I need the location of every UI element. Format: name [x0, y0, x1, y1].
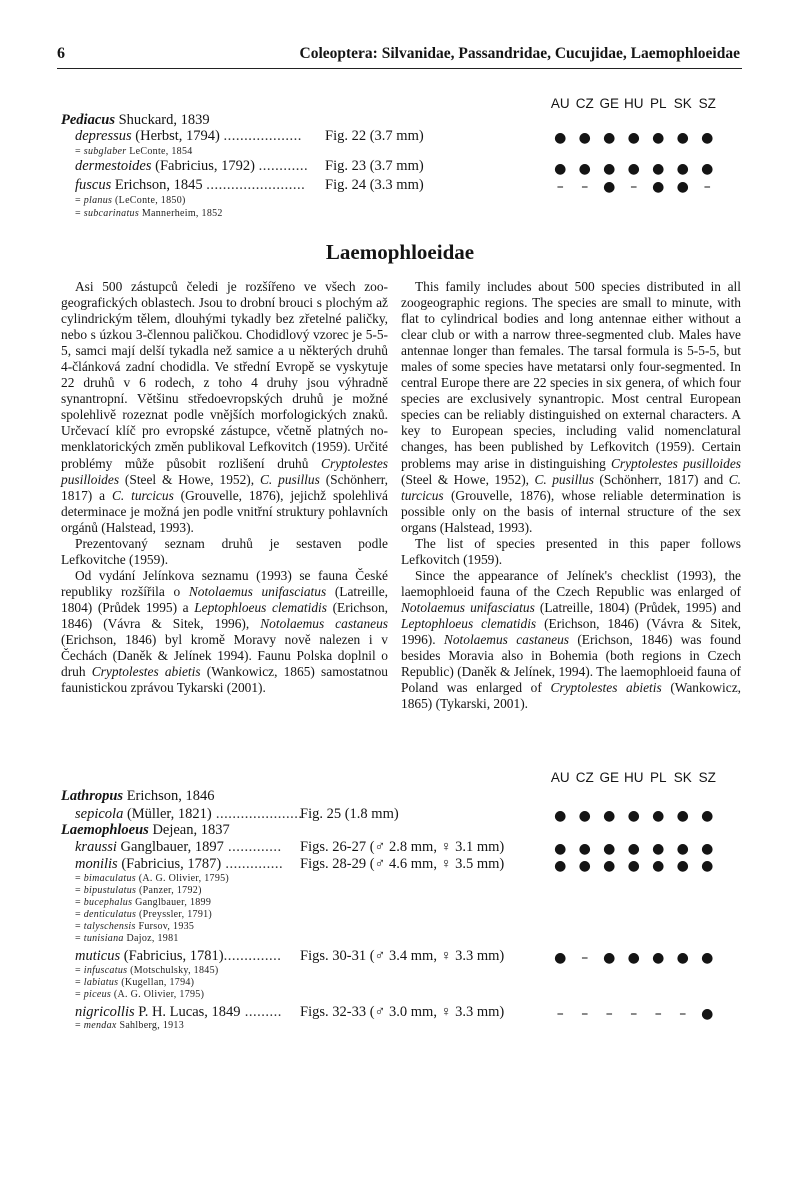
dist-cz: ●: [578, 858, 591, 874]
dist-ge: ●: [603, 161, 616, 177]
dist-pl: ●: [652, 808, 665, 824]
country-pl: PL: [649, 96, 667, 111]
dist-hu: ●: [627, 858, 640, 874]
dist-pl: ●: [652, 950, 665, 966]
distribution-row: [548, 161, 720, 177]
country-au: AU: [550, 770, 570, 785]
syn-name: labiatus: [83, 977, 119, 988]
figure-ref: Figs. 26-27 (♂ 2.8 mm, ♀ 3.1 mm): [300, 839, 505, 855]
dist-sk: ●: [676, 161, 689, 177]
dist-hu: ●: [627, 950, 640, 966]
leader-dots: .........: [240, 1004, 282, 1020]
dist-sz: ●: [701, 858, 714, 874]
synonym: = infuscatus (Motschulsky, 1845): [75, 965, 219, 976]
synonym: [75, 146, 193, 157]
english-column: [401, 279, 741, 712]
syn-name: subglaber: [83, 146, 127, 157]
country-pl: PL: [649, 770, 667, 785]
figure-ref: Fig. 25 (1.8 mm): [300, 806, 399, 822]
syn-name: bipustulatus: [83, 885, 137, 896]
country-ge: GE: [599, 96, 619, 111]
dist-hu: ●: [627, 130, 640, 146]
synonym: = mendax Sahlberg, 1913: [75, 1020, 185, 1031]
synonym: = denticulatus (Preyssler, 1791): [75, 909, 213, 920]
species-author: (Fabricius, 1787): [117, 856, 222, 872]
dist-hu: ●: [627, 808, 640, 824]
dist-cz: –: [581, 179, 589, 195]
synonym: = bucephalus Ganglbauer, 1899: [75, 897, 212, 908]
dist-cz: –: [581, 1006, 589, 1022]
english-paragraph-2: The list of species presented in this paper follows Lefkovitch (1959).: [401, 535, 741, 567]
czech-paragraph-3: Od vydání Jelínkova seznamu (1993) se fauna České republiky rozšířila o Notolaemus unifasciatus (Latreille, 1804) (Průdek 1995) a Leptophloeus clematidis (Erichson, 1846) (Vávra & Sitek, 1996), Notolaemus castaneus (Erichson, 1846) byl kromě Moravy nově nalezen i v Čechách (Daněk & Jelínek 1994). Faunu Polska doplnil o druh Cryptolestes abietis (Wankowicz, 1865) samostatnou faunistickou zprávou Tykarski (2001).: [61, 567, 388, 696]
genus-name: Laemophloeus: [61, 822, 149, 838]
dist-pl: ●: [652, 179, 665, 195]
syn-author: (Panzer, 1792): [136, 885, 202, 896]
country-cz: CZ: [575, 96, 594, 111]
english-paragraph-3: Since the appearance of Jelínek's checklist (1993), the laemophloeid fauna of the Czech Republic was enlarged of Notolaemus unifasciatus (Latreille, 1804) (Průdek, 1995) and Leptophloeus clematidis (Erichson, 1846) (Vávra & Sitek, 1996). Notolaemus castaneus (Erichson, 1846) was found besides Moravia also in Bohemia (both regions in Czech Republic) (Daněk & Jelínek, 1994). The laemophloeid fauna of Poland was enlarged of Cryptolestes abietis (Wankowicz, 1865) (Tykarski, 2001).: [401, 567, 742, 712]
leader-dots: ........................: [206, 177, 306, 193]
leader-dots: ...................: [223, 128, 302, 144]
dist-hu: –: [630, 1006, 638, 1022]
dist-hu: ●: [627, 161, 640, 177]
country-au: AU: [550, 96, 570, 111]
dist-ge: ●: [603, 858, 616, 874]
country-sk: SK: [673, 96, 692, 111]
species-name: nigricollis: [75, 1004, 135, 1020]
dist-sz: ●: [701, 841, 714, 857]
dist-au: –: [556, 1006, 564, 1022]
section-title: Laemophloeidae: [325, 240, 475, 264]
header-rule: [57, 68, 742, 69]
dist-au: ●: [554, 950, 567, 966]
genus-author: Dejean, 1837: [148, 822, 230, 838]
dist-sk: –: [679, 1006, 687, 1022]
dist-sz: ●: [701, 808, 714, 824]
distribution-row: [548, 808, 720, 824]
figure-ref: Fig. 22 (3.7 mm): [325, 128, 424, 144]
country-hu: HU: [624, 770, 644, 785]
genus-laemophloeus: [61, 822, 230, 839]
syn-name: bimaculatus: [83, 873, 136, 884]
leader-dots: ............: [258, 158, 309, 174]
dist-au: ●: [554, 130, 567, 146]
dist-sk: ●: [676, 130, 689, 146]
distribution-row: [548, 130, 720, 146]
species-name: muticus: [75, 948, 121, 964]
species-author: P. H. Lucas, 1849: [134, 1004, 241, 1020]
genus-name: Lathropus: [61, 788, 124, 804]
figure-ref: Figs. 32-33 (♂ 3.0 mm, ♀ 3.3 mm): [300, 1004, 505, 1020]
dist-hu: ●: [627, 841, 640, 857]
synonym: = tunisiana Dajoz, 1981: [75, 933, 179, 944]
dist-au: –: [556, 179, 564, 195]
syn-name: bucephalus: [83, 897, 133, 908]
syn-author: Dajoz, 1981: [123, 933, 179, 944]
dist-sz: ●: [701, 161, 714, 177]
species-row: [75, 177, 305, 194]
country-sz: SZ: [698, 96, 716, 111]
dist-pl: ●: [652, 161, 665, 177]
country-sk: SK: [673, 770, 692, 785]
syn-prefix: =: [75, 146, 84, 157]
dist-sz: ●: [701, 1006, 714, 1022]
dist-cz: ●: [578, 808, 591, 824]
dist-sk: ●: [676, 808, 689, 824]
figure-ref: Fig. 23 (3.7 mm): [325, 158, 424, 174]
dist-ge: ●: [603, 950, 616, 966]
genus-name: Pediacus: [61, 112, 115, 128]
genus-author: Shuckard, 1839: [118, 112, 210, 128]
figure-ref: Fig. 24 (3.3 mm): [325, 177, 424, 193]
genus-author: Erichson, 1846: [123, 788, 215, 804]
distribution-row: [548, 950, 720, 966]
dist-sk: ●: [676, 179, 689, 195]
synonym: = piceus (A. G. Olivier, 1795): [75, 989, 205, 1000]
syn-name: piceus: [83, 989, 112, 1000]
syn-name: infuscatus: [83, 965, 128, 976]
synonym: [75, 208, 223, 219]
dist-sk: ●: [676, 950, 689, 966]
species-author: Ganglbauer, 1897: [116, 839, 224, 855]
dist-sk: ●: [676, 841, 689, 857]
distribution-row: [548, 179, 720, 195]
species-author: (Müller, 1821): [123, 806, 212, 822]
figure-ref: Figs. 30-31 (♂ 3.4 mm, ♀ 3.3 mm): [300, 948, 505, 964]
syn-author: (Motschulsky, 1845): [127, 965, 219, 976]
leader-dots: ..............: [221, 856, 284, 872]
syn-author: (A. G. Olivier, 1795): [135, 873, 230, 884]
dist-pl: ●: [652, 841, 665, 857]
dist-au: ●: [554, 808, 567, 824]
english-paragraph-1: This family includes about 500 species distributed in all zoogeographic regions. The species are small to minute, with flat to cylindrical bodies and long antennae either without a clear club or with a narrow three-segmented club. Males have antennae longer than females. The tarsal formula is 5-5-5, but males of some species have metatarsi only four-segmented. In central Europe there are 22 species in six genera, of which four species are exclusively synantropic. Most central European species can be reliably distinguished on external characters. A key to European species, including valid nomenclatural changes, has been published by Lefkovitch (1959). Certain problems may arise in distinguishing Cryptolestes pusilloides (Steel & Howe, 1952), C. pusillus (Schönherr, 1817) and C. turcicus (Grouvelle, 1876), whose reliable determination is possible only on the basis of internal structure of the sex organs (Halstead, 1993).: [401, 279, 742, 535]
leader-dots: .............: [223, 839, 282, 855]
syn-author: Mannerheim, 1852: [139, 208, 223, 219]
distribution-row: [548, 841, 720, 857]
czech-column: [61, 279, 388, 696]
dist-sz: ●: [701, 950, 714, 966]
distribution-row: [548, 1006, 720, 1022]
running-title: Coleoptera: Silvanidae, Passandridae, Cucujidae, Laemophloeidae: [299, 45, 740, 62]
country-ge: GE: [599, 770, 619, 785]
dist-cz: ●: [578, 130, 591, 146]
dist-cz: ●: [578, 841, 591, 857]
syn-name: talyschensis: [83, 921, 136, 932]
species-row: [75, 806, 303, 823]
species-name: kraussi: [75, 839, 117, 855]
species-row: [75, 128, 302, 145]
syn-author: Fursov, 1935: [135, 921, 195, 932]
page-number: 6: [57, 45, 65, 62]
species-author: (Herbst, 1794): [135, 128, 220, 144]
dist-pl: ●: [652, 130, 665, 146]
syn-author: Ganglbauer, 1899: [132, 897, 212, 908]
synonym: [75, 195, 186, 206]
species-row: [75, 839, 282, 856]
leader-dots: ..............: [223, 948, 282, 964]
country-header-2: [548, 770, 720, 785]
syn-name: tunisiana: [83, 933, 124, 944]
species-name: sepicola: [75, 806, 124, 822]
dist-ge: ●: [603, 130, 616, 146]
syn-author: (Preyssler, 1791): [136, 909, 213, 920]
species-author: (Fabricius, 1781): [120, 948, 224, 964]
dist-hu: –: [630, 179, 638, 195]
species-name: depressus: [75, 128, 132, 144]
species-name: monilis: [75, 856, 118, 872]
leader-dots: .....................: [211, 806, 303, 822]
species-name: fuscus: [75, 177, 112, 193]
species-row: [75, 856, 283, 873]
country-header-1: [548, 96, 720, 111]
country-sz: SZ: [698, 770, 716, 785]
genus-pediacus: [61, 112, 210, 129]
dist-ge: –: [605, 1006, 613, 1022]
synonym: = bipustulatus (Panzer, 1792): [75, 885, 202, 896]
syn-author: (Kugellan, 1794): [118, 977, 195, 988]
syn-prefix: =: [75, 208, 84, 219]
syn-name: mendax: [83, 1020, 117, 1031]
species-row: [75, 158, 308, 175]
dist-ge: ●: [603, 841, 616, 857]
dist-au: ●: [554, 858, 567, 874]
dist-sz: ●: [701, 130, 714, 146]
syn-author: (LeConte, 1850): [112, 195, 186, 206]
syn-name: subcarinatus: [83, 208, 140, 219]
species-name: dermestoides: [75, 158, 152, 174]
dist-pl: ●: [652, 858, 665, 874]
syn-name: denticulatus: [83, 909, 137, 920]
synonym: = labiatus (Kugellan, 1794): [75, 977, 195, 988]
country-hu: HU: [624, 96, 644, 111]
species-author: (Fabricius, 1792): [155, 158, 256, 174]
syn-author: (A. G. Olivier, 1795): [111, 989, 205, 1000]
syn-author: LeConte, 1854: [126, 146, 193, 157]
genus-lathropus: [61, 788, 214, 805]
dist-au: ●: [554, 841, 567, 857]
distribution-row: [548, 858, 720, 874]
dist-au: ●: [554, 161, 567, 177]
species-row: [75, 948, 281, 965]
dist-cz: ●: [578, 161, 591, 177]
syn-author: Sahlberg, 1913: [116, 1020, 185, 1031]
dist-sz: –: [703, 179, 711, 195]
synonym: = bimaculatus (A. G. Olivier, 1795): [75, 873, 230, 884]
species-author: Erichson, 1845: [114, 177, 203, 193]
syn-prefix: =: [75, 195, 84, 206]
synonym: = talyschensis Fursov, 1935: [75, 921, 195, 932]
dist-ge: ●: [603, 808, 616, 824]
dist-pl: –: [654, 1006, 662, 1022]
species-row: [75, 1004, 282, 1021]
czech-paragraph-2: Prezentovaný seznam druhů je sestaven podle Lefkovitche (1959).: [61, 535, 388, 567]
dist-sk: ●: [676, 858, 689, 874]
czech-paragraph-1: Asi 500 zástupců čeledi je rozšířeno ve všech zoogeografických oblastech. Jsou to drobní brouci s plochým až cylindrickým tělem, dlouhými tykadly bez zřetelné paličky, nebo s úzkou 3-člennou paličkou. Chodidlový vzorec je 5-5-5, samci mají delší tykadla než samice a u některých druhů 4-článková zadní chodidla. Ve střední Evropě se vyskytuje 22 druhů v 6 rodech, z toho 4 druhy jsou výhradně synantropní. Většinu středoevropských druhů je možné spolehlivě rozeznat podle vnějších morfologických znaků. Určevací klíč pro evropské zástupce, včetně platných nomenklatorických změn publikoval Lefkovitch (1959). Určité problémy může působit rozlišení druhů Cryptolestes pusilloides (Steel & Howe, 1952), C. pusillus (Schönherr, 1817) a C. turcicus (Grouvelle, 1876), jejichž spolehlivá determinace je možná jen podle vnitřní struktury pohlavních orgánů (Halstead, 1993).: [61, 279, 388, 535]
dist-ge: ●: [603, 179, 616, 195]
dist-cz: –: [581, 950, 589, 966]
figure-ref: Figs. 28-29 (♂ 4.6 mm, ♀ 3.5 mm): [300, 856, 505, 872]
syn-name: planus: [83, 195, 113, 206]
country-cz: CZ: [575, 770, 594, 785]
